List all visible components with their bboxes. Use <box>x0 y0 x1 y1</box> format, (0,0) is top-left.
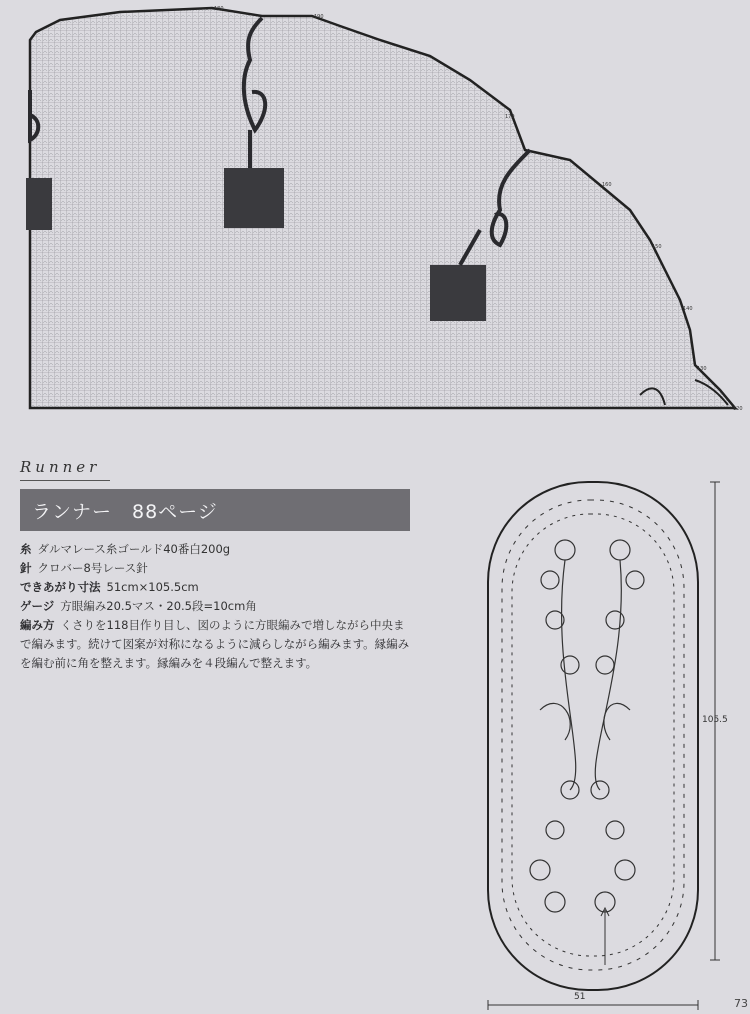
gauge-row: ゲージ 方眼編み20.5マス・20.5段=10cm角 <box>20 599 257 613</box>
filet-crochet-chart <box>0 0 750 420</box>
title-underline <box>20 480 110 481</box>
row-marker: 130 <box>697 366 707 372</box>
english-title: Runner <box>20 458 101 476</box>
hook-row: 針 クロバー8号レース針 <box>20 561 148 575</box>
row-marker: 190 <box>314 14 324 20</box>
row-marker: 120 <box>733 406 743 412</box>
dimension-lines <box>488 482 720 1010</box>
height-dimension-label: 105.5 <box>702 715 728 725</box>
page-number: 73 <box>734 997 748 1010</box>
rose-vine-motif <box>530 540 644 912</box>
method-continued: で編みます。続けて図案が対称になるように減らしながら編みます。縁編み <box>20 637 410 651</box>
materials-info <box>20 540 420 673</box>
section-title: ランナー 88ページ <box>20 489 410 531</box>
width-dimension-label: 51 <box>574 992 586 1002</box>
row-marker: 160 <box>602 182 612 188</box>
row-marker: 150 <box>652 244 662 250</box>
row-marker: 170 <box>505 114 515 120</box>
method-row: 編み方 くさりを118目作り目し、図のように方眼編みで増しながら中央ま <box>20 618 405 632</box>
runner-schematic <box>470 470 750 1014</box>
chart-grid-area <box>30 8 735 408</box>
row-marker: 180 <box>214 6 224 12</box>
row-marker: 140 <box>683 306 693 312</box>
method-continued: を編む前に角を整えます。縁編みを４段編んで整えます。 <box>20 656 318 670</box>
size-row: できあがり寸法 51cm×105.5cm <box>20 580 199 594</box>
yarn-row: 糸 ダルマレース糸ゴールド40番白200g <box>20 542 231 556</box>
leaf-border <box>502 500 684 970</box>
